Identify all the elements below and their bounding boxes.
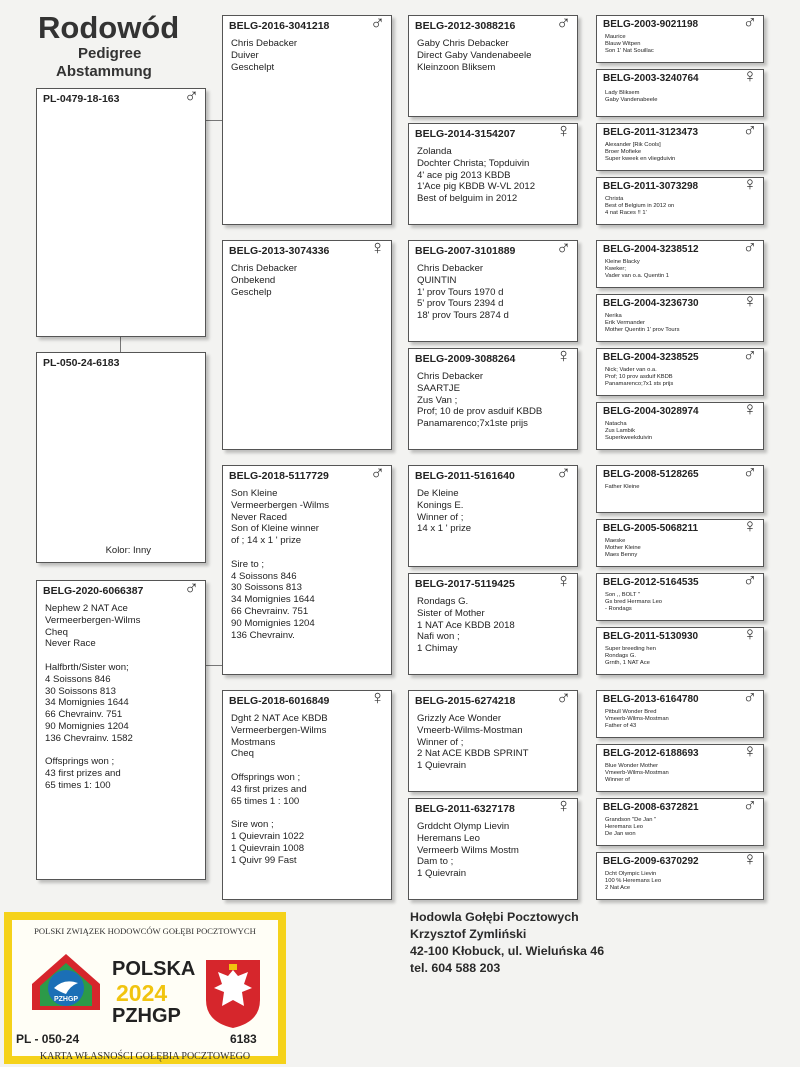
great-grandparent-ring: BELG-2003-9021198 <box>603 19 699 30</box>
grandparent-notes: Chris Debacker SAARTJE Zus Van ; Prof; 10 de prov asduif KBDB Panamarenco;7x1ste prijs <box>417 371 543 430</box>
eagle-emblem <box>202 956 264 1030</box>
parent-ring: BELG-2018-5117729 <box>229 470 329 482</box>
grandparent-card <box>408 570 578 675</box>
great-grandparent-ring: BELG-2009-6370292 <box>603 856 699 867</box>
great-grandparent-notes: Father Kleine <box>605 484 640 490</box>
grandparent-notes: Grddcht Olymp Lievin Heremans Leo Vermeerb Wilms Mostm Dam to ; 1 Quievrain <box>417 821 519 880</box>
grandparent-ring: BELG-2011-5161640 <box>415 470 515 482</box>
female-icon: ♀ <box>742 66 757 87</box>
parent-ring: BELG-2018-6016849 <box>229 695 330 707</box>
grandparent-notes: Gaby Chris Debacker Direct Gaby Vandenabeele Kleinzoon Bliksem <box>417 38 532 73</box>
male-icon: ♂ <box>370 12 385 34</box>
parent-notes: Chris Debacker Onbekend Geschelp <box>231 263 298 298</box>
great-grandparent-card <box>596 291 764 342</box>
grandparent-card <box>408 345 578 450</box>
great-grandparent-card <box>596 174 764 225</box>
great-grandparent-ring: BELG-2004-3028974 <box>603 406 699 417</box>
partner-ring: BELG-2020-6066387 <box>43 585 144 597</box>
female-icon: ♀ <box>742 516 757 537</box>
great-grandparent-ring: BELG-2011-3123473 <box>603 127 699 138</box>
great-grandparent-ring: BELG-2005-5068211 <box>603 523 699 534</box>
great-grandparent-ring: BELG-2008-6372821 <box>603 802 699 813</box>
male-icon: ♂ <box>556 462 571 484</box>
great-grandparent-ring: BELG-2008-5128265 <box>603 469 699 480</box>
female-icon: ♀ <box>742 174 757 195</box>
female-icon: ♀ <box>556 120 571 142</box>
parent-ring: BELG-2016-3041218 <box>229 20 330 32</box>
subject-ring: PL-0479-18-163 <box>43 93 120 105</box>
grandparent-ring: BELG-2017-5119425 <box>415 578 515 590</box>
great-grandparent-card <box>596 237 764 288</box>
grandparent-card <box>408 795 578 900</box>
great-grandparent-notes: Lady Bliksem Gaby Vandenabeele <box>605 90 658 103</box>
great-grandparent-notes: Dcht Olympic Lievin 100 % Heremans Leo 2 Nat Ace <box>605 871 662 891</box>
svg-text:PZHGP: PZHGP <box>53 996 79 1003</box>
grandparent-notes: Rondags G. Sister of Mother 1 NAT Ace KBDB 2018 Nafi won ; 1 Chimay <box>417 596 515 655</box>
great-grandparent-notes: Christa Best of Belgium in 2012 on 4 nat Races !! 1' <box>605 196 675 216</box>
breeder-line: 42-100 Kłobuck, ul. Wieluńska 46 <box>410 944 605 958</box>
great-grandparent-notes: Kleine Blacky Kweker; Vader van o.a. Quentin 1 <box>605 259 670 279</box>
page-subtitle-de: Abstammung <box>56 63 152 80</box>
great-grandparent-card <box>596 462 764 513</box>
great-grandparent-card <box>596 120 764 171</box>
female-icon: ♀ <box>742 624 757 645</box>
card-caption: KARTA WŁASNOŚCI GOŁĘBIA POCZTOWEGO <box>39 1051 251 1062</box>
grandparent-notes: Grizzly Ace Wonder Vmeerb-Wilms-Mostman Winner of ; 2 Nat ACE KBDB SPRINT 1 Quievrain <box>417 713 529 772</box>
card-year: 2024 <box>116 980 168 1006</box>
great-grandparent-notes: Nerika Erik Vermander Mother Quentin 1' prov Tours <box>605 313 680 333</box>
color-label: Kolor: Inny <box>105 545 151 556</box>
great-grandparent-card <box>596 516 764 567</box>
parent-card <box>222 237 392 450</box>
grandparent-notes: De Kleine Konings E. Winner of ; 14 x 1 ' prize <box>417 488 472 535</box>
male-icon: ♂ <box>742 570 757 591</box>
female-icon: ♀ <box>742 291 757 312</box>
grandparent-ring: BELG-2012-3088216 <box>415 20 516 32</box>
partner-notes: Nephew 2 NAT Ace Vermeerbergen-Wilms Cheq Never Race Halfbrth/Sister won; 4 Soissons 846 30 Soissons 813 34 Momignies 1644 66 Chevrainv. 751 90 Momignies 1204 136 Chevrainv. 1582 Offsprings won ; 43 first prizes and 65 times 1: 100 <box>45 603 141 791</box>
connector-line <box>120 336 121 352</box>
great-grandparent-card <box>596 849 764 900</box>
subject-card <box>36 85 206 337</box>
female-icon: ♀ <box>370 687 385 709</box>
great-grandparent-notes: Maeske Mother Kleine Maes Benny <box>605 538 641 558</box>
great-grandparent-notes: Grandson "De Jan " Heremans Leo De Jan won <box>605 817 657 837</box>
great-grandparent-card <box>596 795 764 846</box>
grandparent-ring: BELG-2011-6327178 <box>415 803 515 815</box>
grandparent-ring: BELG-2015-6274218 <box>415 695 516 707</box>
breeder-line: Krzysztof Zymliński <box>410 927 527 941</box>
great-grandparent-ring: BELG-2012-5164535 <box>603 577 699 588</box>
grandparent-notes: Chris Debacker QUINTIN 1' prov Tours 1970 d 5' prov Tours 2394 d 18' prov Tours 2874 d <box>417 263 509 322</box>
card-org: POLSKI ZWIĄZEK HODOWCÓW GOŁĘBI POCZTOWYCH <box>34 926 256 936</box>
pzhgp-logo <box>26 948 106 1018</box>
grandparent-card <box>408 120 578 225</box>
great-grandparent-ring: BELG-2004-3238512 <box>603 244 699 255</box>
great-grandparent-notes: Alexander [Rik Cools] Broer Mofieke Super kweek en vliegduivin <box>605 142 676 162</box>
great-grandparent-ring: BELG-2011-3073298 <box>603 181 699 192</box>
male-icon: ♂ <box>556 687 571 709</box>
breeder-line: tel. 604 588 203 <box>410 961 501 975</box>
parent-ring: BELG-2013-3074336 <box>229 245 330 257</box>
great-grandparent-ring: BELG-2004-3236730 <box>603 298 699 309</box>
male-icon: ♂ <box>742 237 757 258</box>
parent-card <box>222 462 392 675</box>
great-grandparent-card <box>596 399 764 450</box>
page-subtitle-en: Pedigree <box>78 45 142 62</box>
female-icon: ♀ <box>556 570 571 592</box>
female-icon: ♀ <box>742 849 757 870</box>
male-icon: ♂ <box>556 12 571 34</box>
card-ring-right: 6183 <box>230 1032 257 1046</box>
great-grandparent-card <box>596 687 764 738</box>
grandparent-card <box>408 12 578 117</box>
grandparent-notes: Zolanda Dochter Christa; Topduivin 4' ace pig 2013 KBDB 1'Ace pig KBDB W-VL 2012 Best of belguim in 2012 <box>417 146 536 205</box>
subject2-ring: PL-050-24-6183 <box>43 357 120 369</box>
male-icon: ♂ <box>742 345 757 366</box>
male-icon: ♂ <box>184 85 199 107</box>
parent-notes: Dght 2 NAT Ace KBDB Vermeerbergen-Wilms Mostmans Cheq Offsprings won ; 43 first prizes and 65 times 1 : 100 Sire won ; 1 Quievrain 1022 1 Quievrain 1008 1 Quivr 99 Fast <box>231 713 328 866</box>
parent-card <box>222 12 392 225</box>
male-icon: ♂ <box>370 462 385 484</box>
male-icon: ♂ <box>742 120 757 141</box>
partner-card <box>36 577 206 880</box>
grandparent-card <box>408 687 578 792</box>
great-grandparent-ring: BELG-2013-6164780 <box>603 694 699 705</box>
great-grandparent-card <box>596 345 764 396</box>
grandparent-card <box>408 462 578 567</box>
card-country: POLSKA <box>112 958 196 980</box>
breeder-line: Hodowla Gołębi Pocztowych <box>410 910 579 924</box>
female-icon: ♀ <box>556 345 571 367</box>
great-grandparent-notes: Super breeding hen Rondags G. Grnth, 1 NAT Ace <box>605 646 656 666</box>
breeder-info <box>410 909 604 977</box>
ownership-card <box>4 912 286 1064</box>
great-grandparent-card <box>596 741 764 792</box>
male-icon: ♂ <box>742 462 757 483</box>
great-grandparent-card <box>596 66 764 117</box>
grandparent-card <box>408 237 578 342</box>
parent-notes: Chris Debacker Duiver Geschelpt <box>231 38 298 73</box>
subject2-card <box>36 352 206 563</box>
great-grandparent-ring: BELG-2011-5130930 <box>603 631 699 642</box>
great-grandparent-notes: Maurice Blauw Witpen Son 1' Nat Souillac <box>605 34 654 54</box>
great-grandparent-card <box>596 570 764 621</box>
female-icon: ♀ <box>742 399 757 420</box>
great-grandparent-notes: Nick; Vader van o.a. Prof; 10 prov asduif KBDB Panamarenco;7x1 sts prijs <box>605 367 674 387</box>
great-grandparent-notes: Blue Wonder Mother Vmeerb-Wilms-Mostman Winner of <box>605 763 669 783</box>
grandparent-ring: BELG-2009-3088264 <box>415 353 516 365</box>
male-icon: ♂ <box>556 237 571 259</box>
female-icon: ♀ <box>556 795 571 817</box>
great-grandparent-ring: BELG-2004-3238525 <box>603 352 699 363</box>
parent-card <box>222 687 392 900</box>
ownership-card-inner <box>12 920 278 1056</box>
grandparent-ring: BELG-2007-3101889 <box>415 245 516 257</box>
male-icon: ♂ <box>742 12 757 33</box>
great-grandparent-card <box>596 624 764 675</box>
grandparent-ring: BELG-2014-3154207 <box>415 128 516 140</box>
male-icon: ♂ <box>742 687 757 708</box>
card-ring-left: PL - 050-24 <box>16 1032 80 1046</box>
great-grandparent-notes: Pitbull Wonder Bred Vmeerb-Wilms-Mostman Father of 43 <box>605 709 669 729</box>
female-icon: ♀ <box>370 237 385 259</box>
male-icon: ♂ <box>742 795 757 816</box>
parent-notes: Son Kleine Vermeerbergen -Wilms Never Raced Son of Kleine winner of ; 14 x 1 ' prize Sire to ; 4 Soissons 846 30 Soissons 813 34 Momignies 1644 66 Chevrainv. 751 90 Momignies 1204 136 Chevrainv. <box>231 488 330 641</box>
page-title: Rodowód <box>38 10 180 45</box>
connector-line <box>205 120 223 121</box>
female-icon: ♀ <box>742 741 757 762</box>
great-grandparent-ring: BELG-2003-3240764 <box>603 73 699 84</box>
great-grandparent-notes: Natacha Zus Lambik Superkweekduivin <box>605 421 653 441</box>
great-grandparent-notes: Son ,, BOLT " Gs bred Hermans Leo - Rondags <box>605 592 663 612</box>
great-grandparent-ring: BELG-2012-6188693 <box>603 748 699 759</box>
male-icon: ♂ <box>184 577 199 599</box>
card-abbr: PZHGP <box>112 1005 181 1027</box>
connector-line <box>205 665 223 666</box>
great-grandparent-card <box>596 12 764 63</box>
